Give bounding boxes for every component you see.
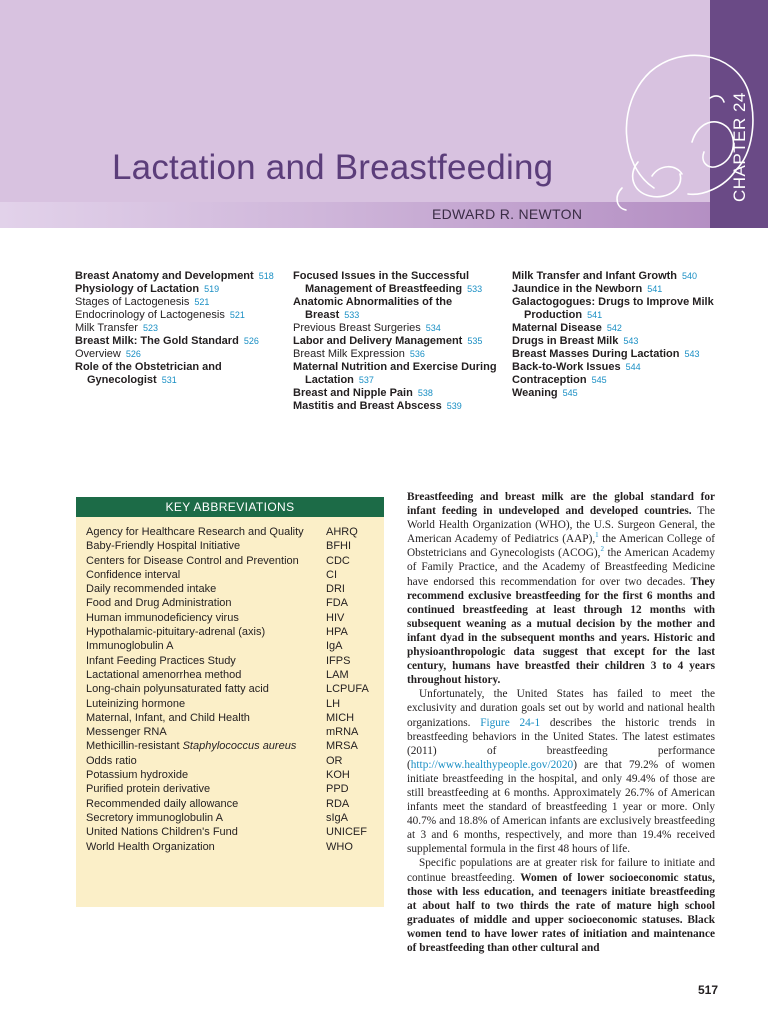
toc-entry-page[interactable]: 542 (606, 323, 622, 333)
abbreviation-code: LH (326, 697, 341, 710)
abbreviation-code: CI (326, 568, 337, 581)
abbreviation-row (86, 768, 382, 782)
abbreviation-row (86, 554, 382, 568)
toc-entry-page[interactable]: 531 (161, 375, 177, 385)
body-text-run: the American College of Obstetricians and Gynecologists (ACOG), (407, 533, 715, 560)
toc-entry-page[interactable]: 543 (623, 336, 639, 346)
key-statement-text: Breastfeeding and breast milk are the global standard for infant feeding in undeveloped and developed countries. (407, 491, 715, 518)
toc-entry-page[interactable]: 533 (344, 310, 360, 320)
abbreviation-term: Human immunodeficiency virus (86, 611, 239, 624)
abbreviation-row (86, 711, 382, 725)
abbreviation-row (86, 625, 382, 639)
toc-entry-page[interactable]: 523 (142, 323, 158, 333)
abbreviation-code: HPA (326, 626, 348, 639)
abbreviation-term: Confidence interval (86, 568, 181, 581)
abbreviation-code: AHRQ (326, 526, 358, 538)
inline-link[interactable]: Figure 24-1 (480, 716, 541, 729)
toc-entry[interactable] (75, 361, 285, 387)
toc-entry-title: Maternal Nutrition and Exercise During Lactation (293, 361, 497, 386)
abbreviation-term: Immunoglobulin A (86, 640, 174, 653)
toc-entry-title: Breast and Nipple Pain (293, 387, 413, 399)
abbreviation-code: mRNA (326, 726, 359, 739)
inline-link[interactable]: http://www.healthypeople.gov/2020 (410, 758, 574, 771)
abbreviation-row (86, 739, 382, 753)
abbreviation-term: United Nations Children's Fund (86, 826, 238, 839)
toc-entry-page[interactable]: 536 (409, 349, 425, 359)
toc-entry-title: Weaning (512, 387, 558, 399)
toc-entry-page[interactable]: 518 (258, 271, 274, 281)
abbreviation-code: OR (326, 754, 343, 767)
abbreviation-row (86, 525, 382, 539)
abbreviation-code: MRSA (326, 740, 358, 753)
toc-entry-page[interactable]: 519 (204, 284, 220, 294)
toc-entry-title: Back-to-Work Issues (512, 361, 621, 373)
abbreviation-row (86, 797, 382, 811)
toc-entry-title: Jaundice in the Newborn (512, 283, 643, 295)
page-number: 517 (698, 983, 719, 997)
toc-entry-title: Galactogogues: Drugs to Improve Milk Production (512, 296, 714, 321)
abbreviation-code: LAM (326, 668, 349, 681)
toc-entry[interactable] (75, 335, 285, 348)
abbreviation-term: Lactational amenorrhea method (86, 668, 242, 681)
toc-entry-page[interactable]: 521 (194, 297, 210, 307)
toc-entry-title: Drugs in Breast Milk (512, 335, 619, 347)
abbreviation-term: Long-chain polyunsaturated fatty acid (86, 683, 269, 696)
toc-entry[interactable] (293, 400, 505, 413)
abbreviation-code: IgA (326, 640, 343, 653)
abbreviation-row (86, 825, 382, 839)
abbreviations-list (86, 525, 382, 854)
body-text-run: Unfortunately, the United States has failed to meet the exclusivity and duration goals set out by world and national health organizations. (407, 688, 715, 729)
citation-ref-link[interactable]: 2 (600, 545, 605, 554)
abbreviation-term: Maternal, Infant, and Child Health (86, 711, 250, 724)
abbreviation-term: Potassium hydroxide (86, 769, 189, 782)
abbreviation-code: sIgA (326, 811, 349, 824)
abbreviation-code: RDA (326, 797, 350, 810)
abbreviation-row (86, 568, 382, 582)
toc-entry-title: Stages of Lactogenesis (75, 296, 190, 308)
toc-entry[interactable] (512, 335, 734, 348)
toc-entry-page[interactable]: 540 (682, 271, 698, 281)
toc-entry-title: Focused Issues in the Successful Management of Breastfeeding (293, 270, 470, 295)
toc-entry[interactable] (75, 348, 285, 361)
toc-entry-title: Anatomic Abnormalities of the Breast (293, 296, 453, 321)
toc-entry[interactable] (293, 322, 505, 335)
toc-entry-title: Breast Masses During Lactation (512, 348, 680, 360)
body-text-run: The World Health Organization (WHO), the U.S. Surgeon General, the American Academy of Pediatrics (AAP), (407, 505, 715, 546)
citation-ref-link[interactable]: 1 (595, 531, 599, 540)
toc-entry[interactable] (512, 283, 734, 296)
abbreviation-term: Agency for Healthcare Research and Quality (86, 526, 304, 538)
toc-entry-title: Maternal Disease (512, 322, 602, 334)
key-abbreviations-box (76, 497, 384, 907)
chapter-title: Lactation and Breastfeeding (112, 148, 554, 187)
body-paragraph-2 (407, 687, 715, 856)
abbreviation-term-text: Methicillin-resistant (86, 740, 183, 753)
toc-entry-page[interactable]: 538 (417, 388, 433, 398)
abbreviation-term: Recommended daily allowance (86, 797, 239, 810)
toc-entry[interactable] (75, 296, 285, 309)
toc-entry[interactable] (512, 270, 734, 283)
toc-column-1 (75, 270, 285, 387)
toc-entry[interactable] (293, 348, 505, 361)
toc-entry-page[interactable]: 526 (125, 349, 141, 359)
toc-entry-page[interactable]: 537 (358, 375, 374, 385)
toc-entry[interactable] (512, 348, 734, 361)
abbreviation-term: Odds ratio (86, 754, 137, 767)
abbreviation-term (86, 739, 320, 753)
toc-entry-page[interactable]: 543 (684, 349, 700, 359)
toc-entry-title: Breast Milk: The Gold Standard (75, 335, 239, 347)
abbreviation-term: Centers for Disease Control and Prevention (86, 554, 299, 567)
abbreviation-term: Hypothalamic-pituitary-adrenal (axis) (86, 626, 266, 639)
toc-entry[interactable] (75, 309, 285, 322)
abbreviation-row (86, 539, 382, 553)
toc-entry[interactable] (293, 296, 505, 322)
abbreviation-row (86, 654, 382, 668)
toc-entry-title: Contraception (512, 374, 587, 386)
toc-entry[interactable] (75, 322, 285, 335)
toc-entry-page[interactable]: 535 (467, 336, 483, 346)
toc-entry[interactable] (75, 270, 285, 283)
toc-entry-title: Role of the Obstetrician and Gynecologist (75, 361, 222, 386)
abbreviation-code: LCPUFA (326, 683, 369, 696)
chapter-author: EDWARD R. NEWTON (432, 206, 583, 222)
abbreviation-term: Baby-Friendly Hospital Initiative (86, 540, 241, 553)
toc-entry-page[interactable]: 541 (587, 310, 603, 320)
abbreviation-term: World Health Organization (86, 840, 215, 853)
abbreviation-code: MICH (326, 711, 355, 724)
toc-entry-title: Labor and Delivery Management (293, 335, 463, 347)
toc-entry[interactable] (512, 322, 734, 335)
toc-entry-title: Physiology of Lactation (75, 283, 200, 295)
abbreviation-term: Food and Drug Administration (86, 597, 232, 610)
key-abbreviations-title: KEY ABBREVIATIONS (76, 497, 384, 517)
chapter-body-text (407, 490, 715, 955)
abbreviation-code: BFHI (326, 540, 352, 553)
toc-entry-page[interactable]: 539 (446, 401, 462, 411)
abbreviation-code: WHO (326, 840, 353, 853)
toc-entry-title: Breast Anatomy and Development (75, 270, 254, 282)
toc-entry-title: Milk Transfer and Infant Growth (512, 270, 678, 282)
abbreviation-term-italic: Staphylococcus aureus (182, 740, 297, 753)
toc-entry[interactable] (512, 387, 734, 400)
toc-entry-page[interactable]: 526 (243, 336, 259, 346)
toc-entry[interactable] (293, 335, 505, 348)
abbreviation-row (86, 840, 382, 854)
abbreviation-code: IFPS (326, 654, 351, 667)
toc-entry-page[interactable]: 544 (625, 362, 641, 372)
abbreviation-code: CDC (326, 554, 350, 567)
toc-entry[interactable] (512, 296, 734, 322)
abbreviation-row (86, 639, 382, 653)
abbreviation-row (86, 754, 382, 768)
toc-entry-page[interactable]: 545 (591, 375, 607, 385)
abbreviation-code: PPD (326, 783, 349, 796)
toc-entry-title: Breast Milk Expression (293, 348, 405, 360)
abbreviation-term: Messenger RNA (86, 726, 167, 739)
body-text-run: the American Academy of Family Practice, and the Academy of Breastfeeding Medicine have endorsed this recommendation for over two decades. (407, 547, 715, 588)
toc-column-2 (293, 270, 505, 413)
toc-entry-title: Overview (75, 348, 121, 360)
abbreviation-row (86, 611, 382, 625)
abbreviation-row (86, 582, 382, 596)
abbreviation-row (86, 725, 382, 739)
toc-entry-page[interactable]: 534 (425, 323, 441, 333)
abbreviation-code: DRI (326, 583, 345, 596)
toc-column-3 (512, 270, 734, 400)
abbreviation-code: UNICEF (326, 826, 367, 839)
abbreviation-term: Infant Feeding Practices Study (86, 654, 236, 667)
toc-entry[interactable] (293, 270, 505, 296)
chapter-header (0, 0, 768, 228)
chapter-number-label: CHAPTER 24 (730, 92, 749, 202)
toc-entry-title: Endocrinology of Lactogenesis (75, 309, 225, 321)
body-text-run: Specific populations are at greater risk for failure to initiate and continue breastfeeding. (407, 857, 715, 884)
abbreviation-term: Purified protein derivative (86, 783, 211, 796)
abbreviation-code: FDA (326, 597, 348, 610)
abbreviation-term: Secretory immunoglobulin A (86, 811, 223, 824)
toc-entry[interactable] (293, 387, 505, 400)
toc-entry-page[interactable]: 533 (467, 284, 483, 294)
abbreviation-code: KOH (326, 769, 350, 782)
key-statement-text: They recommend exclusive breastfeeding for the first 6 months and continued breastfeeding at least through 12 months with subsequent weaning as a mutual decision by the mother and infant dyad in the subsequent months and years. Historic and physioanthropologic data suggest that except for the last century, humans have breastfed their children 3 to 4 years throughout history. (407, 575, 715, 687)
abbreviation-row (86, 682, 382, 696)
key-statement-text: Women of lower socioeconomic status, those with less education, and teenagers initiate breastfeeding at about half to two thirds the rate of mature high school graduates of middle and upper socioeconomic statuses. Black women tend to have lower rates of initiation and maintenance of breastfeeding than other cultural and (407, 871, 715, 954)
body-text-run: describes the historic trends in breastfeeding behaviors in the United States. The latest estimates (2011) of breastfeeding performance ( (407, 716, 715, 771)
toc-entry[interactable] (293, 361, 505, 387)
toc-entry-page[interactable]: 545 (562, 388, 578, 398)
abbreviation-row (86, 782, 382, 796)
toc-entry-title: Milk Transfer (75, 322, 138, 334)
abbreviation-row (86, 697, 382, 711)
abbreviation-code: HIV (326, 611, 345, 624)
toc-entry-title: Mastitis and Breast Abscess (293, 400, 442, 412)
toc-entry[interactable] (512, 361, 734, 374)
body-paragraph-1 (407, 490, 715, 687)
toc-entry-page[interactable]: 541 (647, 284, 663, 294)
abbreviation-row (86, 668, 382, 682)
body-text-run: ) are that 79.2% of women initiate breastfeeding in the hospital, and only 49.4% of those are still breastfeeding at 6 months. Approximately 26.7% of American infants meet the standard of breastfeeding 1 year or more. Only 40.7% and 18.8% of American infants are exclusively breastfeeding at 3 and 6 months, respectively, and more than 19.4% received supplemental formula in the first 48 hours of life. (407, 758, 715, 856)
body-paragraph-3 (407, 856, 715, 955)
toc-entry-page[interactable]: 521 (229, 310, 245, 320)
abbreviation-row (86, 596, 382, 610)
toc-entry[interactable] (512, 374, 734, 387)
abbreviation-term: Luteinizing hormone (86, 697, 186, 710)
toc-entry[interactable] (75, 283, 285, 296)
abbreviation-term: Daily recommended intake (86, 583, 217, 596)
toc-entry-title: Previous Breast Surgeries (293, 322, 421, 334)
abbreviation-row (86, 811, 382, 825)
